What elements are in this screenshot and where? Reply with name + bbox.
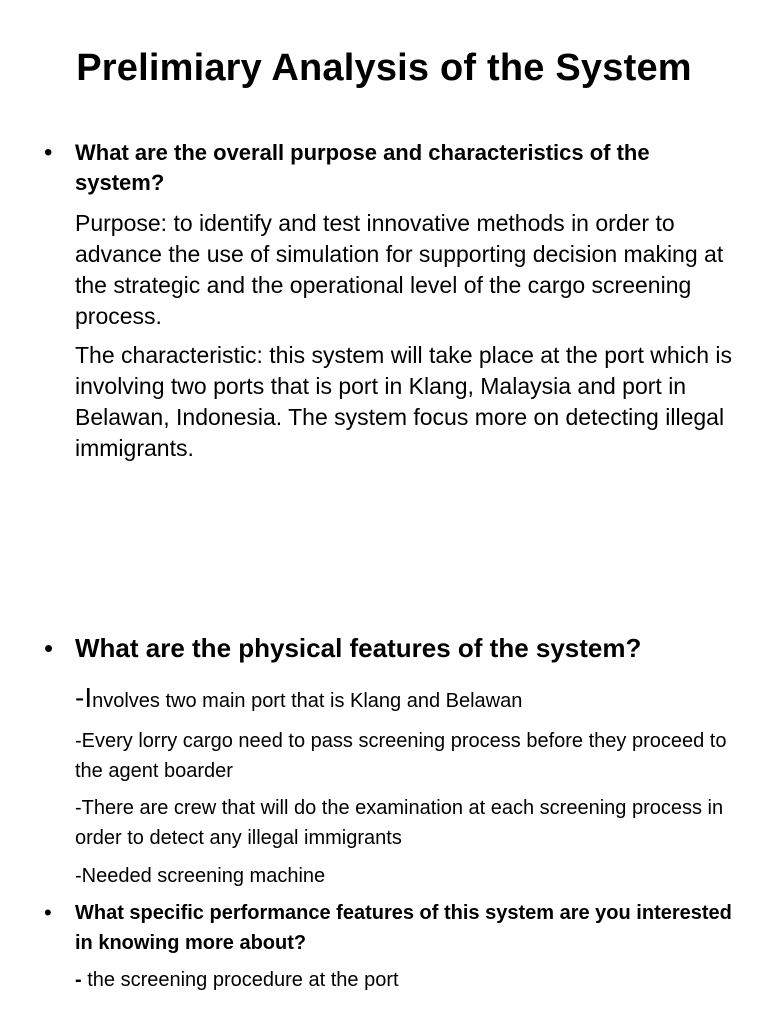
slide-title: Prelimiary Analysis of the System (76, 47, 692, 89)
feature-item (75, 683, 735, 716)
purpose-paragraph: Purpose: to identify and test innovative methods in order to advance the use of simulation for supporting decision making at the strategic and the operational level of the cargo screening process. (75, 210, 724, 329)
performance-answer (75, 965, 735, 995)
feature-item: -There are crew that will do the examination at each screening process in order to detect any illegal immigrants (75, 797, 724, 849)
question-text: What specific performance features of this system are you interested in knowing more about? (75, 902, 732, 954)
feature-item: -Every lorry cargo need to pass screening process before they proceed to the agent boarder (75, 730, 727, 782)
answer-dash: - (75, 969, 82, 991)
answer-text: the screening procedure at the port (81, 969, 399, 991)
feature-text: nvolves two main port that is Klang and Belawan (92, 690, 523, 712)
question-text: What are the overall purpose and characteristics of the system? (75, 140, 650, 195)
characteristic-paragraph: The characteristic: this system will take place at the port which is involving two ports that is port in Klang, Malaysia and port in Belawan, Indonesia. The system focus more on detecting illegal immigrants. (75, 342, 733, 461)
question-text: What are the physical features of the system? (75, 633, 642, 663)
feature-prefix: -I (75, 682, 93, 713)
feature-item: -Needed screening machine (75, 865, 326, 887)
bullet-icon: • (44, 139, 53, 166)
bullet-icon: • (44, 633, 54, 663)
bullet-icon: • (44, 900, 52, 925)
